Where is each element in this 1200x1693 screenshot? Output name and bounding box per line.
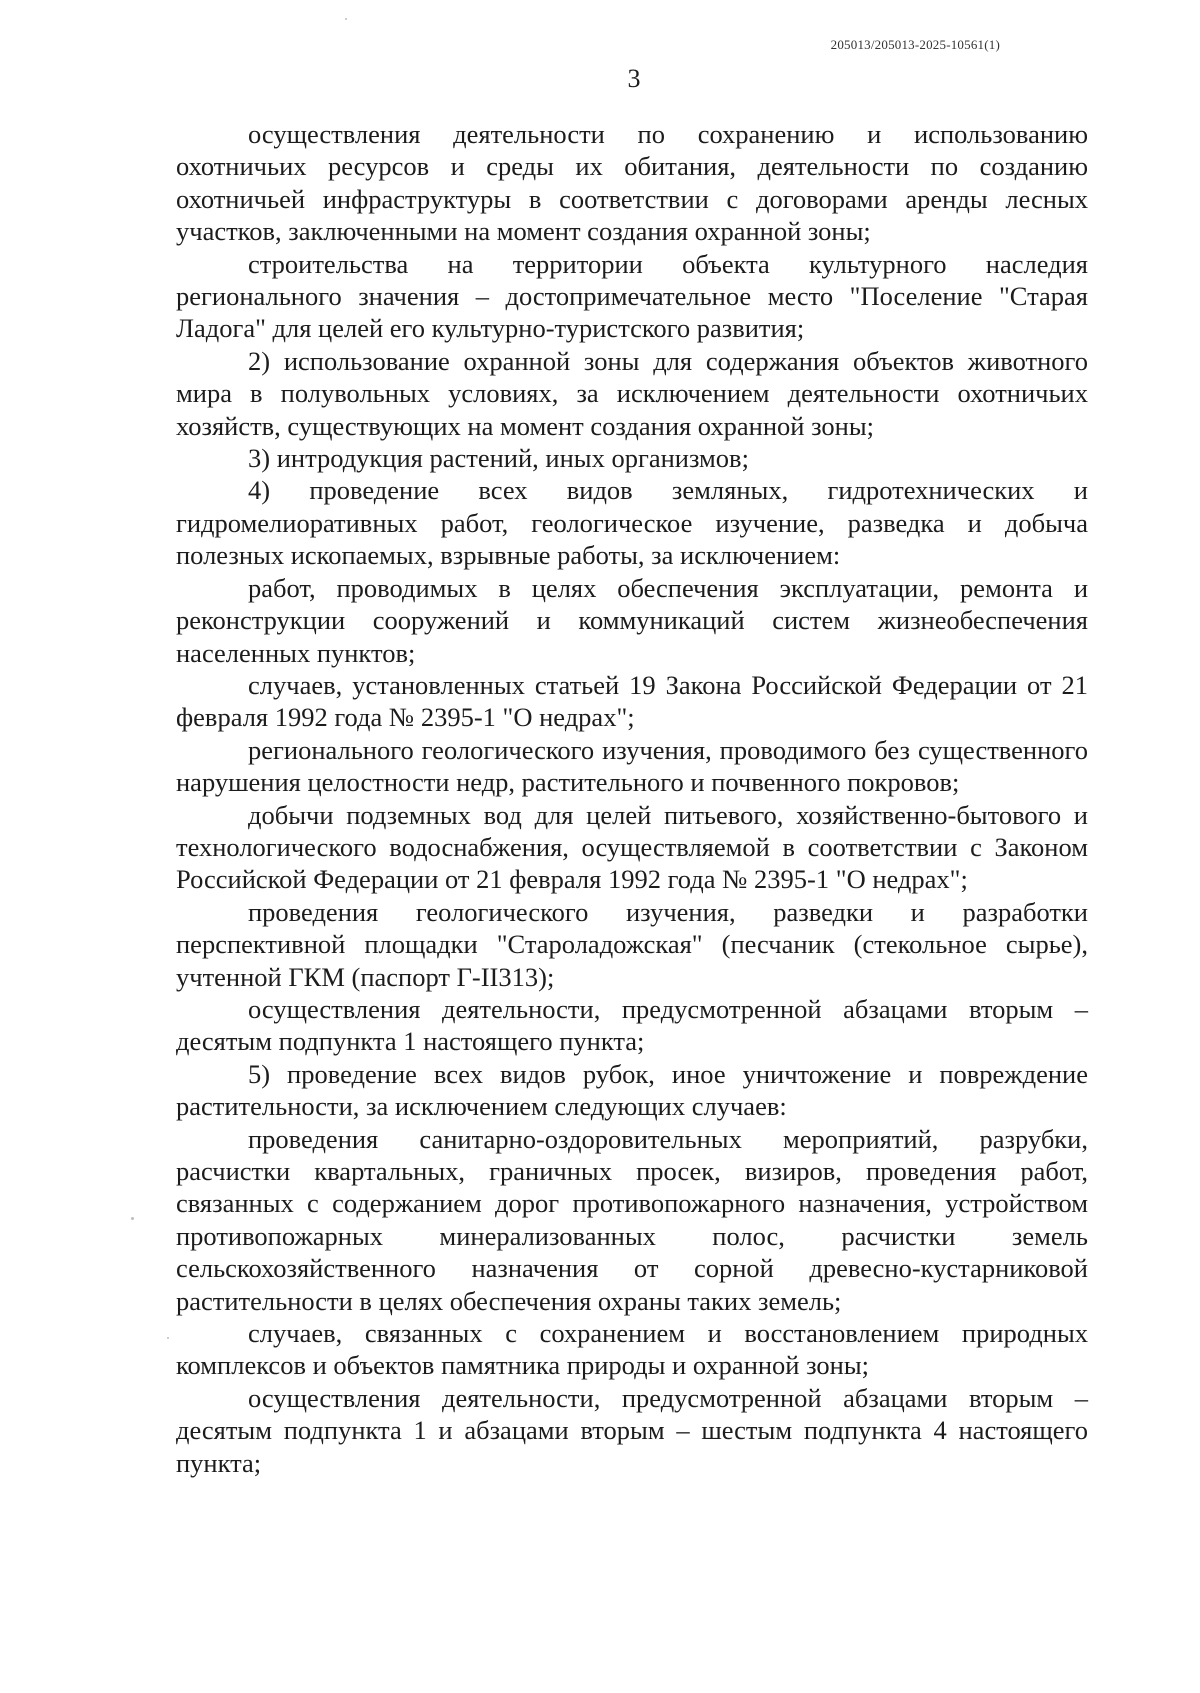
paragraph: осуществления деятельности по сохранению и использованию охотничьих ресурсов и среды их обитания, деятельности по созданию охотничьей инфраструктуры в соответствии с договорами аренды лесных участков, заключенными на момент создания охранной зоны; <box>176 119 1088 247</box>
paragraph: 4) проведение всех видов земляных, гидротехнических и гидромелиоративных работ, геологическое изучение, разведка и добыча полезных ископаемых, взрывные работы, за исключением: <box>176 475 1088 571</box>
paragraph: проведения санитарно-оздоровительных мероприятий, разрубки, расчистки квартальных, граничных просек, визиров, проведения работ, связанных с содержанием дорог противопожарного назначения, устройством противопожарных минерализованных полос, расчистки земель сельскохозяйственного назначения от сорной древесно-кустарниковой растительности в целях обеспечения охраны таких земель; <box>176 1123 1088 1316</box>
scan-speck <box>167 1337 169 1339</box>
paragraph: строительства на территории объекта культурного наследия регионального значения – достопримечательное место "Поселение "Старая Ладога" для целей его культурно-туристского развития; <box>176 248 1088 344</box>
paragraph: осуществления деятельности, предусмотренной абзацами вторым – десятым подпункта 1 настоящего пункта; <box>176 993 1088 1057</box>
paragraph: случаев, связанных с сохранением и восстановлением природных комплексов и объектов памятника природы и охранной зоны; <box>176 1318 1088 1381</box>
page-number: 3 <box>627 64 641 93</box>
paragraph: регионального геологического изучения, проводимого без существенного нарушения целостности недр, растительного и почвенного покровов; <box>176 734 1088 798</box>
document-body <box>176 118 1088 1479</box>
paragraph: проведения геологического изучения, разведки и разработки перспективной площадки "Староладожская" (песчаник (стекольное сырье), учтенной ГКМ (паспорт Г-II313); <box>176 896 1088 992</box>
paragraph: 2) использование охранной зоны для содержания объектов животного мира в полувольных условиях, за исключением деятельности охотничьих хозяйств, существующих на момент создания охранной зоны; <box>176 345 1088 441</box>
paragraph: работ, проводимых в целях обеспечения эксплуатации, ремонта и реконструкции сооружений и коммуникаций систем жизнеобеспечения населенных пунктов; <box>176 572 1088 668</box>
paragraph: 3) интродукция растений, иных организмов; <box>248 443 749 474</box>
paragraph: 5) проведение всех видов рубок, иное уничтожение и повреждение растительности, за исключением следующих случаев: <box>176 1058 1088 1122</box>
paragraph: случаев, установленных статьей 19 Закона Российской Федерации от 21 февраля 1992 года № 2395-1 "О недрах"; <box>176 669 1088 733</box>
scan-speck <box>345 18 347 20</box>
document-id: 205013/205013-2025-10561(1) <box>830 37 1000 52</box>
paragraph: осуществления деятельности, предусмотренной абзацами вторым – десятым подпункта 1 и абзацами вторым – шестым подпункта 4 настоящего пункта; <box>176 1382 1088 1478</box>
paragraph: добычи подземных вод для целей питьевого, хозяйственно-бытового и технологического водоснабжения, осуществляемой в соответствии с Законом Российской Федерации от 21 февраля 1992 года № 2395-1 "О недрах"; <box>176 799 1088 895</box>
scan-speck <box>131 1217 134 1220</box>
